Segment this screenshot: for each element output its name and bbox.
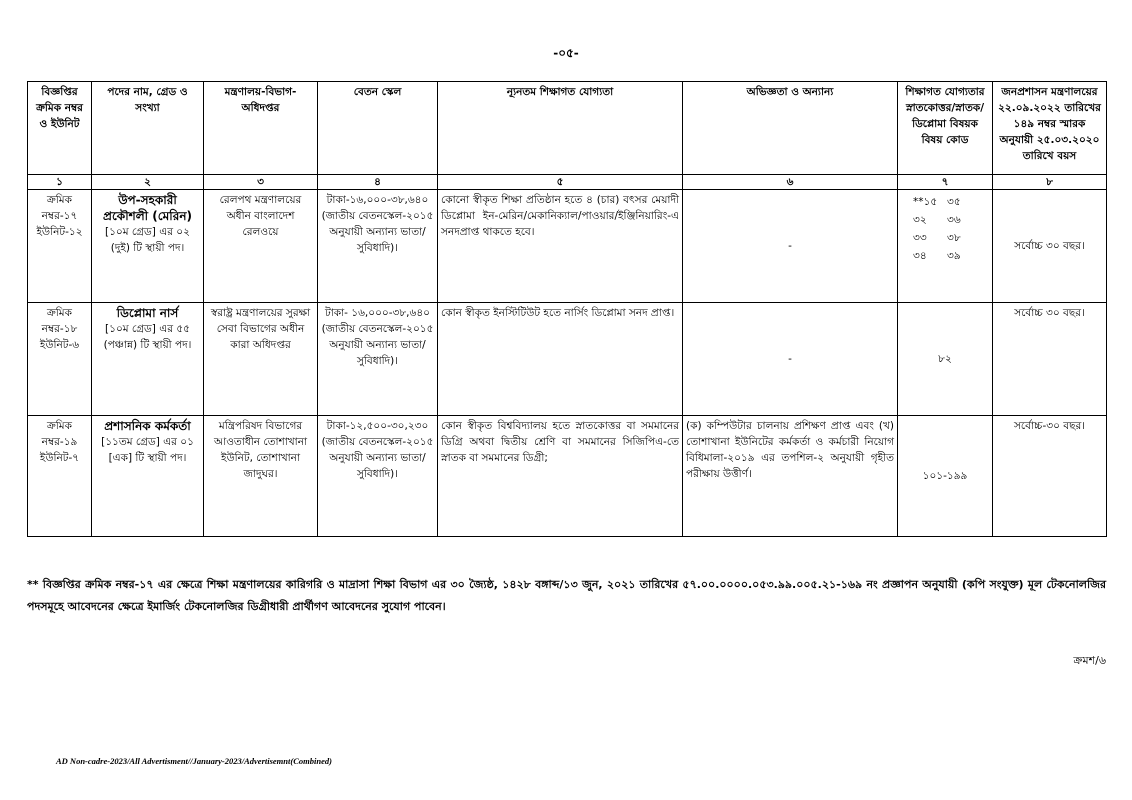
column-number: ৫: [438, 175, 683, 190]
subject-code-grid: [901, 192, 989, 264]
subject-code: ৩৯: [947, 250, 961, 262]
column-number: ৩: [204, 175, 318, 190]
subject-code: ৩৬: [947, 214, 961, 226]
subject-code-cell: [898, 190, 993, 303]
subject-code: ৩২: [913, 214, 927, 226]
qualification-cell: কোনো স্বীকৃত শিক্ষা প্রতিষ্ঠান হতে ৪ (চার) বৎসর মেয়াদী ডিপ্লোমা ইন-মেরিন/মেকানিক্যাল/পাওয়ার/ইঞ্জিনিয়ারিং-এ সনদপ্রাপ্ত থাকতে হবে।: [438, 190, 683, 303]
pay-scale-cell: টাকা- ১৬,০০০-৩৮,৬৪০ (জাতীয় বেতনস্কেল-২০১৫ অনুযায়ী অন্যান্য ভাতা/ সুবিধাদি)।: [318, 303, 438, 416]
experience-cell: -: [683, 190, 898, 303]
recruitment-table: [27, 81, 1107, 537]
serial-cell: ক্রমিক নম্বর-১৯ ইউনিট-৭: [28, 416, 92, 537]
table-row: [28, 303, 1107, 416]
header-subject-code: শিক্ষাগত যোগ্যতার স্নাতকোত্তর/স্নাতক/ডিপ্লোমা বিষয়ক বিষয় কোড: [898, 82, 993, 175]
column-number: ৪: [318, 175, 438, 190]
age-cell: সর্বোচ্চ ৩০ বছর।: [993, 190, 1107, 303]
post-name: ডিপ্লোমা নার্স: [116, 306, 179, 320]
serial-cell: ক্রমিক নম্বর-১৮ ইউনিট-৬: [28, 303, 92, 416]
age-cell: সর্বোচ্চ ৩০ বছর।: [993, 303, 1107, 416]
header-pay-scale: বেতন স্কেল: [318, 82, 438, 175]
header-qualification: ন্যূনতম শিক্ষাগত যোগ্যতা: [438, 82, 683, 175]
post-cell: [92, 190, 204, 303]
post-cell: [92, 303, 204, 416]
header-row: [28, 82, 1107, 175]
serial-cell: ক্রমিক নম্বর-১৭ ইউনিট-১২: [28, 190, 92, 303]
experience-cell: -: [683, 303, 898, 416]
post-cell: [92, 416, 204, 537]
column-number: ১: [28, 175, 92, 190]
age-cell: সর্বোচ্চ-৩০ বছর।: [993, 416, 1107, 537]
header-ministry: মন্ত্রণালয়-বিভাগ-অধিদপ্তর: [204, 82, 318, 175]
header-post: পদের নাম, গ্রেড ও সংখ্যা: [92, 82, 204, 175]
post-detail: [১০ম গ্রেড] এর ০২ (দুই) টি স্থায়ী পদ।: [105, 226, 190, 254]
column-number-row: [28, 175, 1107, 190]
subject-code: ৩৫: [947, 196, 961, 208]
table-row: [28, 190, 1107, 303]
column-number: ২: [92, 175, 204, 190]
continued-marker: ক্রমশ/৬: [1073, 654, 1106, 667]
header-serial: বিজ্ঞপ্তির ক্রমিক নম্বর ও ইউনিট: [28, 82, 92, 175]
ministry-cell: মন্ত্রিপরিষদ বিভাগের আওতাধীন তোশাখানা ইউনিট, তোশাখানা জাদুঘর।: [204, 416, 318, 537]
footnote: ** বিজ্ঞপ্তির ক্রমিক নম্বর-১৭ এর ক্ষেত্রে শিক্ষা মন্ত্রণালয়ের কারিগরি ও মাদ্রাসা শিক্ষা বিভাগ এর ৩০ জ্যৈষ্ঠ, ১৪২৮ বঙ্গাব্দ/১৩ জুন, ২০২১ তারিখের ৫৭.০০.০০০০.০৫৩.৯৯.০০৫.২১-১৬৯ নং প্রজ্ঞাপন অনুযায়ী (কপি সংযুক্ত) মূল টেকনোলজির পদসমূহে আবেদনের ক্ষেত্রে ইমার্জিং টেকনোলজির ডিগ্রীধারী প্রার্থীগণ আবেদনের সুযোগ পাবেন।: [27, 578, 1106, 613]
experience-cell: (ক) কম্পিউটার চালনায় প্রশিক্ষণ প্রাপ্ত এবং (খ) তোশাখানা ইউনিটের কর্মকর্তা ও কর্মচারী নিয়োগ বিধিমালা-২০১৯ এর তপশিল-২ অনুযায়ী গৃহীত পরীক্ষায় উত্তীর্ণ।: [683, 416, 898, 537]
ministry-cell: রেলপথ মন্ত্রণালয়ের অধীন বাংলাদেশ রেলওয়ে: [204, 190, 318, 303]
subject-code: ৩৪: [913, 250, 927, 262]
subject-code-cell: ১০১-১৯৯: [898, 416, 993, 537]
ministry-cell: স্বরাষ্ট্র মন্ত্রণালয়ের সুরক্ষা সেবা বিভাগের অধীন কারা অধিদপ্তর: [204, 303, 318, 416]
column-number: ৭: [898, 175, 993, 190]
column-number: ৮: [993, 175, 1107, 190]
subject-code: ৩৮: [947, 232, 961, 244]
subject-code: ৩৩: [913, 232, 927, 244]
qualification-cell: কোন স্বীকৃত বিশ্ববিদ্যালয় হতে স্নাতকোত্তর বা সমমানের ডিগ্রি অথবা দ্বিতীয় শ্রেণি বা সমমানের সিজিপিএ-তে স্নাতক বা সমমানের ডিগ্রী;: [438, 416, 683, 537]
subject-code: **১৫: [913, 196, 938, 208]
post-name: প্রশাসনিক কর্মকর্তা: [104, 419, 191, 433]
pay-scale-cell: টাকা-১৬,০০০-৩৮,৬৪০ (জাতীয় বেতনস্কেল-২০১৫ অনুযায়ী অন্যান্য ভাতা/ সুবিধাদি)।: [318, 190, 438, 303]
qualification-cell: কোন স্বীকৃত ইনস্টিটিউট হতে নার্সিং ডিপ্লোমা সনদ প্রাপ্ত।: [438, 303, 683, 416]
page-number: -০৫-: [553, 46, 579, 60]
post-detail: [১১তম গ্রেড] এর ০১ [এক] টি স্থায়ী পদ।: [101, 436, 194, 464]
header-experience: অভিজ্ঞতা ও অন্যান্য: [683, 82, 898, 175]
post-name: উপ-সহকারী প্রকৌশলী (মেরিন): [103, 193, 192, 223]
header-age: জনপ্রশাসন মন্ত্রণালয়ের ২২.০৯.২০২২ তারিখের ১৪৯ নম্বর স্মারক অনুযায়ী ২৫.০৩.২০২০ তারিখে বয়স: [993, 82, 1107, 175]
subject-code-cell: ৮২: [898, 303, 993, 416]
post-detail: [১০ম গ্রেড] এর ৫৫ (পঞ্চান্ন) টি স্থায়ী পদ।: [103, 323, 192, 351]
table-row: [28, 416, 1107, 537]
column-number: ৬: [683, 175, 898, 190]
footer-file-path: AD Non-cadre-2023/All Advertisment//January-2023/Advertisemnt(Combined): [56, 756, 332, 766]
pay-scale-cell: টাকা-১২,৫০০-৩০,২৩০ (জাতীয় বেতনস্কেল-২০১৫ অনুযায়ী অন্যান্য ভাতা/ সুবিধাদি)।: [318, 416, 438, 537]
